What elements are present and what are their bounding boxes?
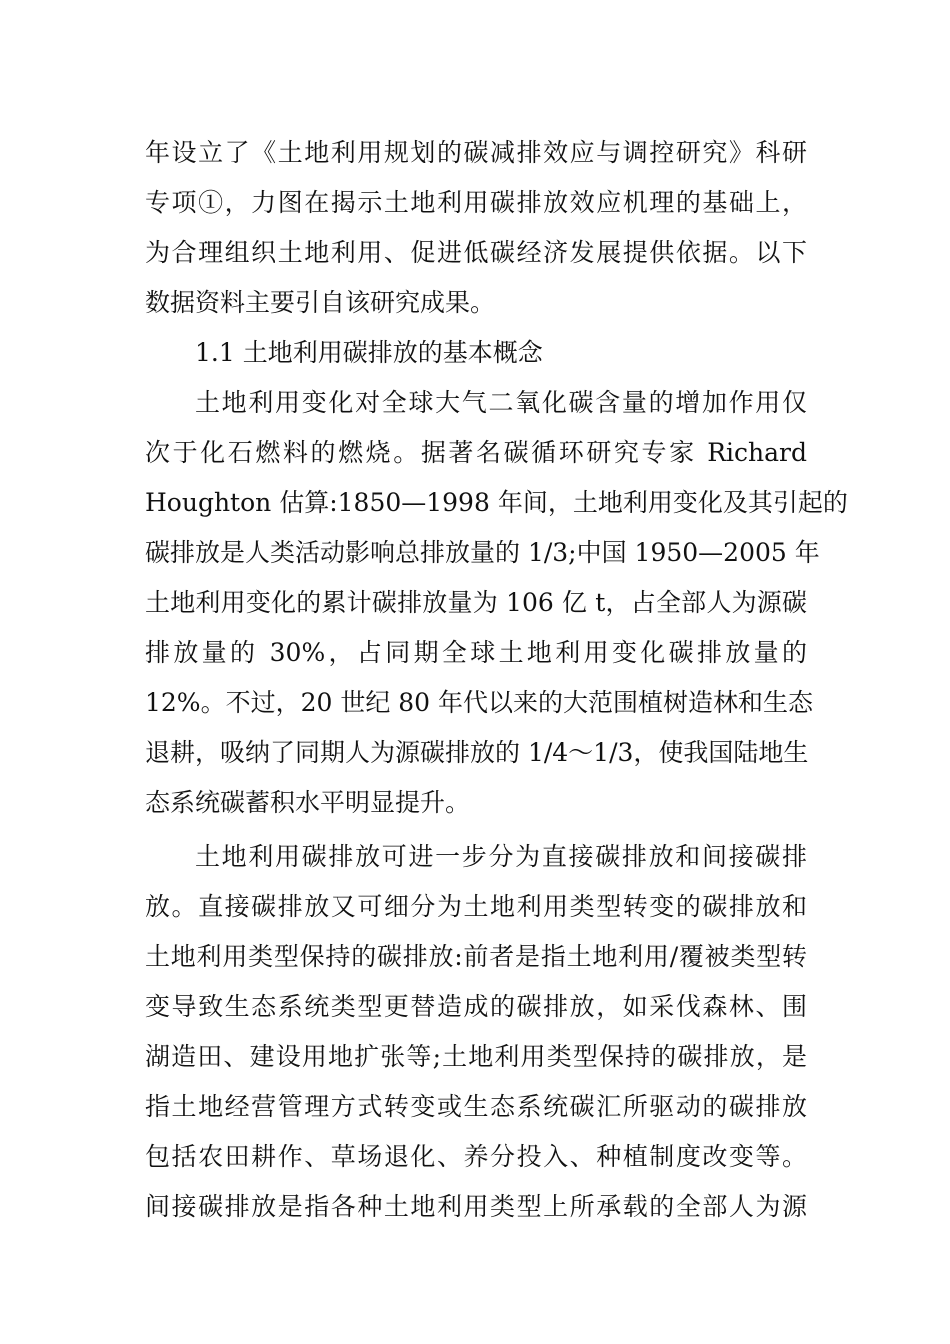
section-heading-text: 1.1 土地利用碳排放的基本概念 — [195, 338, 543, 367]
paragraph-emission-types — [145, 832, 807, 1232]
text-line: 间接碳排放是指各种土地利用类型上所承载的全部人为源 — [145, 1192, 807, 1221]
text-line: 排放量的 30%，占同期全球土地利用变化碳排放量的 — [145, 638, 807, 667]
paragraph-land-use-change — [145, 378, 848, 828]
text-line: 土地利用碳排放可进一步分为直接碳排放和间接碳排 — [195, 842, 807, 871]
text-line: 为合理组织土地利用、促进低碳经济发展提供依据。以下 — [145, 238, 807, 267]
text-line: 土地利用变化的累计碳排放量为 106 亿 t，占全部人为源碳 — [145, 588, 807, 617]
section-heading — [145, 328, 807, 378]
text-line: 湖造田、建设用地扩张等;土地利用类型保持的碳排放，是 — [145, 1042, 807, 1071]
text-line: 包括农田耕作、草场退化、养分投入、种植制度改变等。 — [145, 1142, 807, 1171]
document-body — [145, 128, 848, 1232]
text-line: 土地利用变化对全球大气二氧化碳含量的增加作用仅 — [195, 388, 807, 417]
text-line: Houghton 估算:1850—1998 年间，土地利用变化及其引起的 — [145, 488, 848, 517]
text-line: 态系统碳蓄积水平明显提升。 — [145, 788, 471, 817]
text-line: 专项①，力图在揭示土地利用碳排放效应机理的基础上， — [145, 188, 807, 217]
text-line: 年设立了《土地利用规划的碳减排效应与调控研究》科研 — [145, 138, 807, 167]
text-line: 土地利用类型保持的碳排放:前者是指土地利用/覆被类型转 — [145, 942, 807, 971]
text-line: 碳排放是人类活动影响总排放量的 1/3;中国 1950—2005 年 — [145, 538, 820, 567]
text-line: 指土地经营管理方式转变或生态系统碳汇所驱动的碳排放 — [145, 1092, 807, 1121]
text-line: 放。直接碳排放又可细分为土地利用类型转变的碳排放和 — [145, 892, 807, 921]
text-line: 次于化石燃料的燃烧。据著名碳循环研究专家 Richard — [145, 438, 807, 467]
paragraph-intro — [145, 128, 807, 328]
text-line: 12%。不过，20 世纪 80 年代以来的大范围植树造林和生态 — [145, 688, 814, 717]
text-line: 变导致生态系统类型更替造成的碳排放，如采伐森林、围 — [145, 992, 807, 1021]
text-line: 退耕，吸纳了同期人为源碳排放的 1/4～1/3，使我国陆地生 — [145, 738, 809, 767]
text-line: 数据资料主要引自该研究成果。 — [145, 288, 496, 317]
